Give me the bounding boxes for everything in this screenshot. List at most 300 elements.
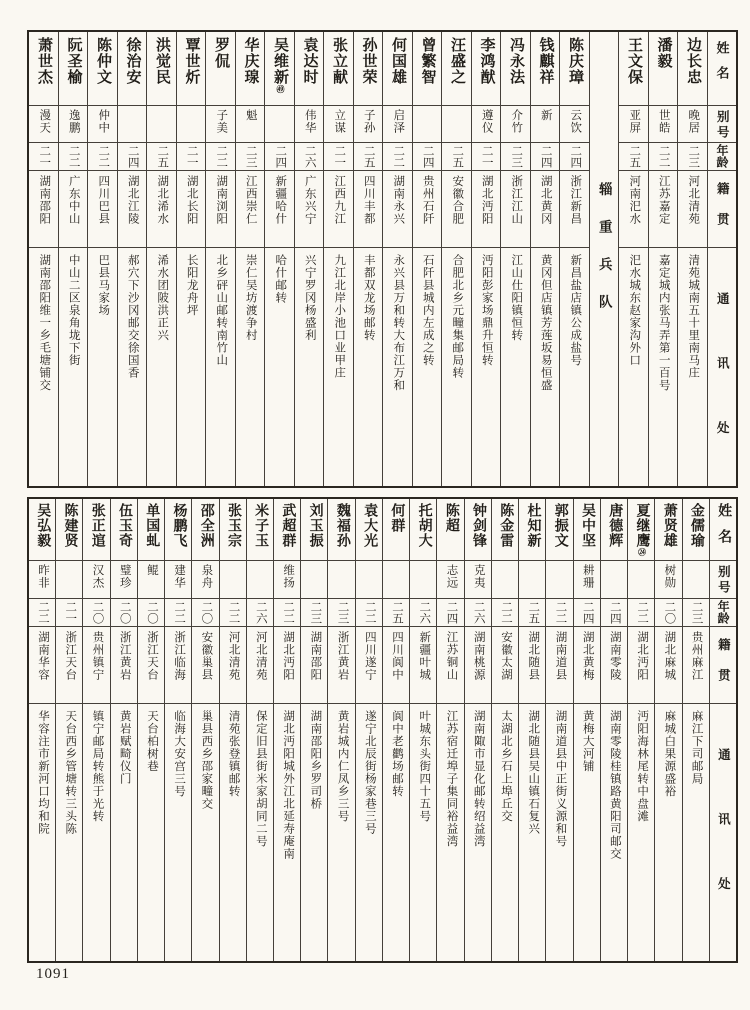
header-address-label — [708, 248, 737, 486]
age-cell-text: 二〇 — [91, 601, 104, 624]
name-cell-text: 刘玉振 — [307, 503, 323, 548]
origin-cell-text: 湖南邵阳 — [309, 631, 322, 681]
name-cell — [324, 32, 353, 106]
origin-cell — [59, 171, 88, 248]
age-cell — [437, 599, 463, 627]
age-cell — [206, 143, 235, 171]
alias-cell-text: 耕珊 — [581, 564, 594, 589]
age-cell — [247, 599, 273, 627]
alias-cell — [138, 561, 164, 599]
name-cell-text: 邵全洲 — [198, 503, 214, 548]
alias-cell-text: 泉舟 — [200, 564, 213, 589]
address-cell-text: 浠水团陂洪正兴 — [156, 254, 169, 342]
entry-column — [191, 499, 218, 961]
address-cell-text: 江山仕阳镇恒转 — [510, 254, 523, 342]
alias-cell — [546, 561, 572, 599]
age-cell-text: 二四 — [126, 145, 139, 168]
address-cell-text: 遂宁北辰街杨家巷三号 — [363, 710, 376, 835]
age-cell-text: 二四 — [539, 145, 552, 168]
name-cell-text: 吴弘毅 — [35, 503, 51, 548]
age-cell-text: 二三 — [690, 601, 703, 624]
origin-cell-text: 广东兴宁 — [303, 175, 316, 225]
entry-column — [648, 32, 678, 486]
alias-cell — [442, 106, 471, 143]
age-cell-text: 二二 — [227, 601, 240, 624]
alias-cell — [274, 561, 300, 599]
origin-cell-text: 湖南邵阳 — [38, 175, 51, 225]
age-cell-text: 二一 — [185, 145, 198, 168]
entry-column — [559, 32, 589, 486]
alias-cell — [29, 106, 58, 143]
alias-cell — [83, 561, 109, 599]
entry-column — [176, 32, 206, 486]
age-cell-text: 二二 — [499, 601, 512, 624]
alias-cell — [413, 106, 442, 143]
origin-cell-text: 新疆叶城 — [418, 631, 431, 681]
entry-column — [29, 32, 58, 486]
origin-cell-text: 浙江江山 — [510, 175, 523, 225]
age-cell — [177, 143, 206, 171]
origin-cell — [138, 627, 164, 704]
address-cell — [442, 248, 471, 486]
name-cell-text: 陈金雷 — [498, 503, 514, 548]
origin-cell — [649, 171, 678, 248]
name-cell-text: 钱麒祥 — [537, 37, 554, 85]
age-cell — [324, 143, 353, 171]
header-address-label-text: 通讯处 — [715, 292, 730, 486]
origin-cell — [177, 171, 206, 248]
alias-cell-text: 志远 — [445, 564, 458, 589]
address-cell — [356, 704, 382, 961]
address-cell-text: 九江北岸小池口业甲庄 — [333, 254, 346, 379]
alias-cell-text: 鲲 — [145, 564, 158, 577]
origin-cell — [295, 171, 324, 248]
name-cell — [165, 499, 191, 561]
alias-cell — [437, 561, 463, 599]
age-cell — [492, 599, 518, 627]
age-cell-text: 二二 — [215, 145, 228, 168]
age-cell-text: 二二 — [554, 601, 567, 624]
address-cell — [465, 704, 491, 961]
directory-table-bottom — [27, 497, 738, 963]
alias-cell — [118, 106, 147, 143]
address-cell-text: 湖南陬市显化邮转绍益湾 — [472, 710, 485, 848]
address-cell-text: 巢县西乡邵家疃交 — [200, 710, 213, 810]
origin-cell-text: 湖南华容 — [37, 631, 49, 681]
age-cell-text: 二三 — [510, 145, 523, 168]
entry-column — [205, 32, 235, 486]
origin-cell-text: 湖南零陵 — [608, 631, 621, 681]
alias-cell-text: 昨非 — [37, 564, 49, 589]
alias-cell — [678, 106, 707, 143]
origin-cell-text: 河北清苑 — [227, 631, 240, 681]
age-cell — [655, 599, 681, 627]
alias-cell — [465, 561, 491, 599]
origin-cell-text: 贵州麻江 — [690, 631, 703, 681]
origin-cell — [560, 171, 589, 248]
age-cell — [295, 143, 324, 171]
alias-cell — [247, 561, 273, 599]
name-cell — [265, 32, 294, 106]
origin-cell-text: 湖南桃源 — [472, 631, 485, 681]
address-cell — [29, 248, 58, 486]
origin-cell — [274, 627, 300, 704]
page-number: 1091 — [36, 966, 70, 982]
header-alias-label — [710, 561, 736, 599]
address-cell — [519, 704, 545, 961]
alias-cell-text: 新 — [539, 109, 552, 122]
origin-cell-text: 湖南永兴 — [392, 175, 405, 225]
alias-cell — [501, 106, 530, 143]
name-cell — [519, 499, 545, 561]
address-cell-text: 麻江下司邮局 — [690, 710, 703, 785]
origin-cell-text: 四川巴县 — [97, 175, 110, 225]
address-cell-text: 保定旧县街米家胡同二号 — [254, 710, 267, 848]
name-cell-text: 何群 — [389, 503, 405, 533]
name-cell-text: 郭振文 — [552, 503, 568, 548]
entry-column — [87, 32, 117, 486]
entry-column — [110, 499, 137, 961]
age-cell — [683, 599, 709, 627]
name-cell-text: 陈仲文 — [95, 37, 112, 85]
name-cell — [655, 499, 681, 561]
alias-cell-text: 伟华 — [303, 109, 316, 134]
alias-cell — [383, 561, 409, 599]
address-cell-text: 新昌盐店镇公成盐号 — [569, 254, 582, 367]
header-name-label — [708, 32, 737, 106]
origin-cell — [111, 627, 137, 704]
alias-cell — [59, 106, 88, 143]
alias-cell-text: 子美 — [215, 109, 228, 134]
origin-cell — [683, 627, 709, 704]
header-origin-label-text: 籍贯 — [715, 182, 730, 243]
alias-cell-text: 亚屏 — [628, 109, 641, 134]
header-age-label — [708, 143, 737, 171]
origin-cell — [265, 171, 294, 248]
address-cell — [88, 248, 117, 486]
name-cell-text: 吴中坚 — [579, 503, 595, 548]
age-cell — [519, 599, 545, 627]
age-cell-text: 二三 — [309, 601, 322, 624]
address-cell — [655, 704, 681, 961]
entry-column — [264, 32, 294, 486]
address-cell — [546, 704, 572, 961]
address-cell — [492, 704, 518, 961]
age-cell-text: 二二 — [392, 145, 405, 168]
origin-cell — [383, 171, 412, 248]
age-cell-text: 二三 — [244, 145, 257, 168]
origin-cell — [628, 627, 654, 704]
header-origin-label — [710, 627, 736, 704]
origin-cell-text: 河北清苑 — [687, 175, 700, 225]
age-cell — [111, 599, 137, 627]
header-address-label-text: 通讯处 — [716, 748, 731, 942]
address-cell-text: 湖南邵阳维一乡毛塘铺交 — [38, 254, 51, 392]
alias-cell-text: 汉杰 — [91, 564, 104, 589]
age-cell-text: 二四 — [569, 145, 582, 168]
origin-cell — [83, 627, 109, 704]
address-cell-text: 兴宁罗冈杨盛利 — [303, 254, 316, 342]
address-cell-text: 沔阳彭家场鼎升恒转 — [480, 254, 493, 367]
origin-cell-text: 贵州镇宁 — [91, 631, 104, 681]
address-cell — [111, 704, 137, 961]
origin-cell-text: 湖北浠水 — [156, 175, 169, 225]
address-cell-text: 湖南邵阳乡罗司桥 — [309, 710, 322, 810]
name-cell — [356, 499, 382, 561]
entry-column — [355, 499, 382, 961]
address-cell-text: 临海大安宫三号 — [173, 710, 186, 798]
alias-cell — [683, 561, 709, 599]
name-annotation: ㉔ — [637, 548, 647, 556]
name-cell — [177, 32, 206, 106]
alias-cell — [165, 561, 191, 599]
name-cell-text: 杨鹏飞 — [171, 503, 187, 548]
address-cell-text: 叶城东头街四十五号 — [418, 710, 431, 823]
origin-cell-text: 广东中山 — [67, 175, 80, 225]
entry-column — [300, 499, 327, 961]
origin-cell-text: 安徽太湖 — [499, 631, 512, 681]
name-cell-text: 萧世杰 — [36, 37, 53, 85]
address-cell-text: 天台西乡管塘转三头陈 — [64, 710, 77, 835]
name-cell — [138, 499, 164, 561]
entry-column — [29, 499, 55, 961]
name-cell-text: 钟剑锋 — [471, 503, 487, 548]
origin-cell-text: 四川丰都 — [362, 175, 375, 225]
age-cell-text: 二三 — [336, 601, 349, 624]
address-cell — [601, 704, 627, 961]
origin-cell — [465, 627, 491, 704]
alias-cell — [220, 561, 246, 599]
address-cell-text: 崇仁吴坊渡争村 — [244, 254, 257, 342]
address-cell-text: 太湖北乡石上埠丘交 — [499, 710, 512, 823]
alias-cell-text: 子孙 — [362, 109, 375, 134]
name-cell-text: 汪盛之 — [449, 37, 466, 85]
entry-column — [353, 32, 383, 486]
address-cell — [413, 248, 442, 486]
origin-cell-text: 安徽巢县 — [200, 631, 213, 681]
age-cell — [328, 599, 354, 627]
address-cell — [383, 248, 412, 486]
alias-cell — [410, 561, 436, 599]
entry-column — [573, 499, 600, 961]
alias-cell — [111, 561, 137, 599]
name-cell-text: 张立献 — [331, 37, 348, 85]
address-cell-text: 郝穴下沙冈邮交徐国香 — [126, 254, 139, 379]
address-cell-text: 中山二区泉角垅下街 — [67, 254, 80, 367]
name-cell — [531, 32, 560, 106]
name-cell — [442, 32, 471, 106]
origin-cell — [328, 627, 354, 704]
age-cell — [356, 599, 382, 627]
origin-cell-text: 湖南浏阳 — [215, 175, 228, 225]
name-cell-text: 夏继鹰㉔ — [634, 503, 650, 556]
name-cell-text: 陈庆璋 — [567, 37, 584, 85]
entry-column — [600, 499, 627, 961]
name-cell — [628, 499, 654, 561]
address-cell-text: 北乡砰山邮转南竹山 — [215, 254, 228, 367]
name-cell — [29, 499, 55, 561]
name-cell-text: 杜知新 — [525, 503, 541, 548]
name-cell — [413, 32, 442, 106]
name-cell — [88, 32, 117, 106]
alias-cell-text: 启泽 — [392, 109, 405, 134]
address-cell-text: 阆中老鹳场邮转 — [391, 710, 404, 798]
entry-column — [654, 499, 681, 961]
entry-column — [55, 499, 82, 961]
address-cell — [177, 248, 206, 486]
header-name-label-text: 姓名 — [716, 503, 732, 555]
age-cell-text: 二六 — [472, 601, 485, 624]
origin-cell — [601, 627, 627, 704]
entry-column — [137, 499, 164, 961]
address-cell-text: 丰都双龙场邮转 — [362, 254, 375, 342]
entry-column — [491, 499, 518, 961]
alias-cell — [56, 561, 82, 599]
origin-cell — [56, 627, 82, 704]
age-cell — [383, 599, 409, 627]
entry-column — [58, 32, 88, 486]
origin-cell — [383, 627, 409, 704]
alias-cell — [383, 106, 412, 143]
name-cell — [236, 32, 265, 106]
origin-cell-text: 江西九江 — [333, 175, 346, 225]
origin-cell — [619, 171, 648, 248]
alias-cell — [354, 106, 383, 143]
address-cell — [206, 248, 235, 486]
name-cell-text: 华庆瑔 — [242, 37, 259, 85]
origin-cell-text: 四川阆中 — [391, 631, 404, 681]
section-label-text: 辎重兵队 — [596, 182, 612, 332]
origin-cell-text: 江西崇仁 — [244, 175, 257, 225]
address-cell-text: 石阡县城内左成之转 — [421, 254, 434, 367]
alias-cell-text: 遵仪 — [480, 109, 493, 134]
origin-cell-text: 湖北长阳 — [185, 175, 198, 225]
name-cell-text: 武超群 — [280, 503, 296, 548]
age-cell — [265, 143, 294, 171]
age-cell-text: 二六 — [303, 145, 316, 168]
entry-column — [323, 32, 353, 486]
origin-cell — [354, 171, 383, 248]
age-cell — [354, 143, 383, 171]
age-cell-text: 二五 — [156, 145, 169, 168]
age-cell — [442, 143, 471, 171]
origin-cell — [301, 627, 327, 704]
address-cell — [274, 704, 300, 961]
alias-cell-text: 仲中 — [97, 109, 110, 134]
name-cell-text: 洪觉民 — [154, 37, 171, 85]
name-cell — [295, 32, 324, 106]
age-cell — [138, 599, 164, 627]
address-cell — [328, 704, 354, 961]
name-cell-text: 吴维新㊾ — [272, 37, 289, 93]
origin-cell — [410, 627, 436, 704]
origin-cell-text: 湖北沔阳 — [480, 175, 493, 225]
age-cell-text: 二二 — [67, 145, 80, 168]
name-cell-text: 覃世炘 — [183, 37, 200, 85]
name-cell — [59, 32, 88, 106]
age-cell — [601, 599, 627, 627]
name-cell-text: 李鸿猷 — [478, 37, 495, 85]
entry-column — [246, 499, 273, 961]
address-cell — [683, 704, 709, 961]
origin-cell-text: 湖北沔阳 — [282, 631, 295, 681]
alias-cell — [601, 561, 627, 599]
address-cell-text: 巴县马家场 — [97, 254, 110, 317]
name-cell — [29, 32, 58, 106]
address-cell — [354, 248, 383, 486]
header-column — [709, 499, 736, 961]
origin-cell — [165, 627, 191, 704]
entry-column — [518, 499, 545, 961]
alias-cell — [519, 561, 545, 599]
entry-column — [682, 499, 709, 961]
age-cell-text: 二二 — [37, 601, 49, 624]
directory-table-top — [27, 30, 738, 488]
alias-cell-text: 漫天 — [38, 109, 51, 134]
address-cell — [574, 704, 600, 961]
name-cell — [410, 499, 436, 561]
address-cell — [29, 704, 55, 961]
origin-cell — [29, 627, 55, 704]
address-cell — [295, 248, 324, 486]
entry-column — [441, 32, 471, 486]
origin-cell-text: 湖南道县 — [554, 631, 567, 681]
alias-cell-text: 克夷 — [472, 564, 485, 589]
origin-cell-text: 浙江黄岩 — [118, 631, 131, 681]
name-cell-text: 单国虬 — [144, 503, 160, 548]
alias-cell — [574, 561, 600, 599]
age-cell-text: 二一 — [480, 145, 493, 168]
origin-cell-text: 浙江天台 — [64, 631, 77, 681]
origin-cell — [501, 171, 530, 248]
alias-cell — [206, 106, 235, 143]
address-cell-text: 湖南零陵桂镇路黄阳司邮交 — [608, 710, 621, 860]
header-address-label — [710, 704, 736, 961]
name-cell-text: 王文保 — [626, 37, 643, 85]
alias-cell — [649, 106, 678, 143]
name-cell — [649, 32, 678, 106]
alias-cell-text: 立谋 — [333, 109, 346, 134]
address-cell — [649, 248, 678, 486]
address-cell — [301, 704, 327, 961]
header-name-label — [710, 499, 736, 561]
header-origin-label — [708, 171, 737, 248]
entry-column — [219, 499, 246, 961]
address-cell-text: 哈什邮转 — [274, 254, 287, 304]
alias-cell — [324, 106, 353, 143]
alias-cell — [531, 106, 560, 143]
entry-column — [500, 32, 530, 486]
alias-cell — [265, 106, 294, 143]
entry-column — [273, 499, 300, 961]
name-cell — [274, 499, 300, 561]
entry-column — [627, 499, 654, 961]
name-cell — [383, 32, 412, 106]
origin-cell — [247, 627, 273, 704]
address-cell-text: 嘉定城内张马弄第一百号 — [657, 254, 670, 392]
address-cell-text: 黄岩城内仁凤乡三号 — [336, 710, 349, 823]
entry-column — [82, 499, 109, 961]
alias-cell-text: 建华 — [173, 564, 186, 589]
origin-cell — [324, 171, 353, 248]
age-cell — [472, 143, 501, 171]
name-cell-text: 伍玉奇 — [117, 503, 132, 548]
alias-cell — [301, 561, 327, 599]
name-cell — [601, 499, 627, 561]
address-cell-text: 沔阳海林尾转中盘滩 — [636, 710, 649, 823]
origin-cell-text: 河南汜水 — [628, 175, 641, 225]
name-cell-text: 袁达时 — [301, 37, 318, 85]
